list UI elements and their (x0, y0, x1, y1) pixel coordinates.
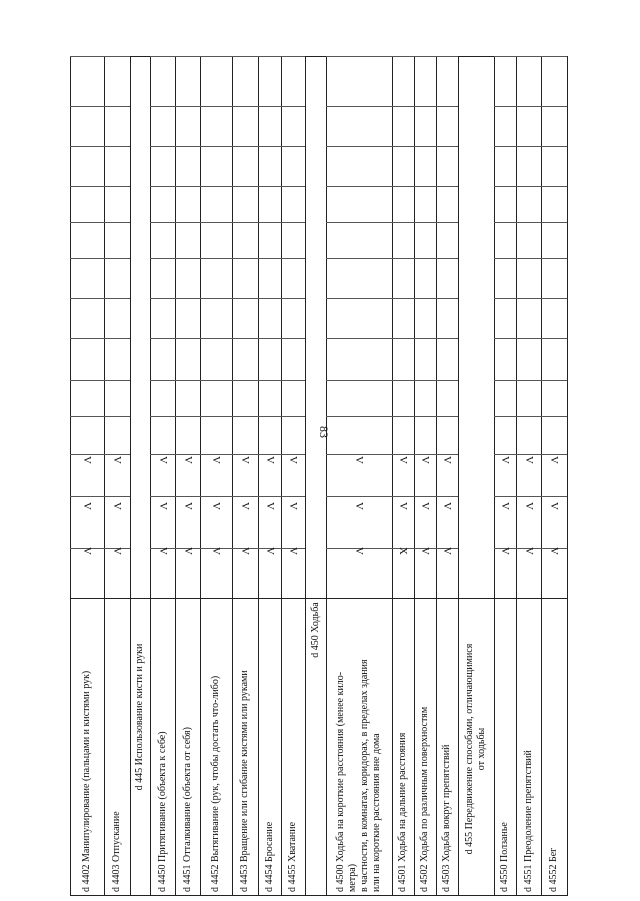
table-cell-border (541, 298, 567, 299)
table-row-label (326, 600, 392, 894)
table-cell-border (392, 380, 414, 381)
check-mark: V (441, 456, 453, 464)
table-cell-border (414, 496, 436, 497)
table-cell-border (258, 186, 281, 187)
table-cell-border (516, 146, 541, 147)
table-cell-border (516, 186, 541, 187)
table-cell-border (200, 338, 232, 339)
table-cell-border (494, 146, 516, 147)
table-cell-border (258, 56, 281, 57)
table-cell-border (150, 298, 175, 299)
table-cell-border (104, 496, 130, 497)
table-row-label (70, 600, 104, 894)
table-row-label (458, 600, 494, 894)
table-cell-border (200, 222, 232, 223)
table-cell-border (494, 380, 516, 381)
table-row-label (130, 600, 150, 894)
table-row-label-text: d 4552 Бег (548, 847, 559, 892)
table-cell-border (414, 56, 436, 57)
check-mark: V (548, 547, 560, 555)
check-mark: V (210, 502, 222, 510)
table-cell-border (175, 222, 200, 223)
check-mark: V (419, 456, 431, 464)
table-cell-border (541, 106, 567, 107)
check-mark: V (156, 456, 169, 464)
table-cell-border (175, 416, 200, 417)
table-cell-border (392, 222, 414, 223)
table-cell-border (175, 146, 200, 147)
table-cell-border (258, 380, 281, 381)
table-row-label (175, 600, 200, 894)
table-cell-border (104, 416, 130, 417)
table-cell-border (200, 56, 232, 57)
table-row-label-text: d 450 Ходьба (309, 602, 321, 658)
table-cell-border (232, 298, 258, 299)
table-cell-border (436, 56, 458, 57)
table-cell-border (516, 258, 541, 259)
page-number (312, 418, 336, 446)
table-row-label (200, 600, 232, 894)
table-cell-border (150, 146, 175, 147)
check-mark: V (239, 456, 251, 464)
table-row-label (516, 600, 541, 894)
check-mark: V (263, 547, 276, 555)
table-cell-border (541, 258, 567, 259)
check-mark: V (522, 547, 535, 555)
table-cell-border (414, 258, 436, 259)
table-cell-border (281, 416, 305, 417)
table-cell-border (232, 146, 258, 147)
check-mark: V (353, 547, 365, 555)
table-row-label-text: d 4550 Ползанье (499, 822, 510, 892)
table-cell-border (392, 338, 414, 339)
table-cell-border (541, 380, 567, 381)
table-row-label-text: d 4503 Ходьба вокруг препятствий (441, 744, 452, 892)
table-cell-border (436, 146, 458, 147)
table-cell-border (541, 56, 567, 57)
table-cell-border (232, 56, 258, 57)
table-cell-border (258, 258, 281, 259)
table-row-label (150, 600, 175, 894)
table-cell-border (70, 298, 104, 299)
check-mark: V (353, 456, 365, 464)
check-mark: V (522, 456, 535, 464)
table-cell-border (516, 298, 541, 299)
table-cell-border (258, 146, 281, 147)
check-mark: V (263, 502, 276, 510)
check-mark: V (353, 502, 365, 510)
table-cell-border (150, 56, 175, 57)
check-mark: V (156, 502, 169, 510)
table-cell-border (200, 298, 232, 299)
table-cell-border (258, 106, 281, 107)
table-row-label-text: d 4450 Притягивание (объекта к себе) (156, 731, 168, 892)
check-mark: V (156, 547, 169, 555)
table-cell-border (70, 338, 104, 339)
check-mark: V (548, 502, 560, 510)
table-row-label-text: d 4452 Вытягивание (рук, чтобы достать что-либо) (210, 675, 221, 892)
table-cell-border (516, 380, 541, 381)
check-mark: V (499, 502, 511, 510)
table-cell-border (232, 338, 258, 339)
table-outer-border (70, 895, 567, 896)
table-cell-border (541, 186, 567, 187)
check-mark: V (397, 456, 409, 464)
table-row-label-text: d 4500 Ходьба на короткие расстояния (менее кило- метра) в частности, в комнатах, коридорах, в пределах здания или на короткие расстояния вне дома (335, 659, 382, 892)
table-cell-border (281, 380, 305, 381)
table-cell-border (436, 496, 458, 497)
table-cell-border (175, 258, 200, 259)
table-cell-border (281, 338, 305, 339)
table-cell-border (175, 298, 200, 299)
table-cell-border (392, 416, 414, 417)
table-cell-border (232, 106, 258, 107)
check-mark: X (397, 547, 409, 555)
check-mark: V (419, 502, 431, 510)
table-cell-border (175, 56, 200, 57)
table-cell-border (258, 338, 281, 339)
table-cell-border (494, 496, 516, 497)
table-cell-border (150, 496, 175, 497)
table-cell-border (414, 222, 436, 223)
table-cell-border (70, 496, 104, 497)
table-outer-border (70, 56, 567, 57)
table-cell-border (70, 380, 104, 381)
table-cell-border (414, 416, 436, 417)
table-cell-border (494, 298, 516, 299)
check-mark: V (81, 502, 93, 510)
table-row-label (392, 600, 414, 894)
table-cell-border (494, 56, 516, 57)
table-row-label (104, 600, 130, 894)
table-cell-border (200, 106, 232, 107)
table-row-label (494, 600, 516, 894)
check-mark: V (81, 547, 93, 555)
table-cell-border (541, 496, 567, 497)
table-row-label (305, 600, 326, 894)
table-cell-border (516, 56, 541, 57)
check-mark: V (499, 547, 511, 555)
table-cell-border (70, 106, 104, 107)
table-cell-border (175, 380, 200, 381)
check-mark: V (263, 456, 276, 464)
table-cell-border (232, 496, 258, 497)
table-cell-border (175, 338, 200, 339)
table-cell-border (258, 222, 281, 223)
table-cell-border (281, 186, 305, 187)
check-mark: V (181, 502, 194, 510)
table-cell-border (200, 146, 232, 147)
table-cell-border (414, 380, 436, 381)
check-mark: V (181, 456, 194, 464)
table-cell-border (104, 380, 130, 381)
check-mark: V (287, 502, 299, 510)
table-cell-border (326, 146, 392, 147)
table-cell-border (494, 186, 516, 187)
table-cell-border (414, 146, 436, 147)
table-cell-border (70, 258, 104, 259)
check-mark: V (397, 502, 409, 510)
table-column-border (567, 56, 568, 896)
table-cell-border (150, 222, 175, 223)
table-cell-border (414, 298, 436, 299)
table-cell-border (436, 338, 458, 339)
table-cell-border (281, 106, 305, 107)
check-mark: V (210, 547, 222, 555)
table-cell-border (258, 496, 281, 497)
table-cell-border (281, 146, 305, 147)
table-cell-border (70, 186, 104, 187)
table-row-label (414, 600, 436, 894)
table-cell-border (104, 186, 130, 187)
table-cell-border (281, 496, 305, 497)
table-row-label-text: d 4453 Вращение или сгибание кистями или руками (239, 670, 250, 892)
table-cell-border (541, 146, 567, 147)
table-row-label-text: d 4455 Хватание (287, 821, 298, 892)
table-cell-border (541, 338, 567, 339)
table-row-label-text: d 4454 Бросание (263, 821, 275, 892)
label-separator (70, 598, 567, 599)
page-number-text: 83 (317, 426, 331, 438)
table-cell-border (392, 298, 414, 299)
table-row-label-text: d 4403 Отпускание (111, 811, 122, 892)
table-row-label-text: d 455 Передвижение способами, отличающимися от ходьбы (464, 643, 487, 855)
table-cell-border (150, 186, 175, 187)
table-cell-border (281, 222, 305, 223)
table-cell-border (326, 496, 392, 497)
table-cell-border (200, 416, 232, 417)
table-cell-border (258, 416, 281, 417)
table-cell-border (70, 56, 104, 57)
table-cell-border (104, 258, 130, 259)
table-cell-border (232, 186, 258, 187)
table-cell-border (326, 56, 392, 57)
table-cell-border (516, 496, 541, 497)
table-cell-border (326, 186, 392, 187)
table-cell-border (494, 106, 516, 107)
table-cell-border (392, 56, 414, 57)
table-cell-border (436, 380, 458, 381)
table-cell-border (200, 186, 232, 187)
table-cell-border (436, 298, 458, 299)
check-mark: V (239, 502, 251, 510)
table-row-label-text: d 4501 Ходьба на дальние расстояния (397, 732, 408, 892)
table-cell-border (200, 380, 232, 381)
table-cell-border (494, 338, 516, 339)
table-cell-border (392, 186, 414, 187)
table-cell-border (326, 106, 392, 107)
check-mark: V (548, 456, 560, 464)
table-cell-border (70, 416, 104, 417)
table-cell-border (104, 338, 130, 339)
check-mark: V (287, 456, 299, 464)
check-mark: V (441, 502, 453, 510)
table-cell-border (436, 258, 458, 259)
check-mark: V (81, 456, 93, 464)
table-cell-border (175, 186, 200, 187)
table-cell-border (516, 106, 541, 107)
table-cell-border (104, 56, 130, 57)
table-row-label-text: d 445 Использование кисти и руки (134, 643, 145, 791)
check-mark: V (419, 547, 431, 555)
table-cell-border (104, 146, 130, 147)
table-cell-border (232, 416, 258, 417)
table-cell-border (494, 258, 516, 259)
table-cell-border (70, 146, 104, 147)
table-cell-border (150, 416, 175, 417)
table-cell-border (516, 416, 541, 417)
table-cell-border (494, 222, 516, 223)
table-cell-border (232, 258, 258, 259)
table-row-label (436, 600, 458, 894)
table-cell-border (150, 258, 175, 259)
table-cell-border (70, 222, 104, 223)
table-row-label-text: d 4402 Манипулирование (пальцами и кистями рук) (81, 670, 92, 892)
table-cell-border (414, 186, 436, 187)
table-cell-border (150, 338, 175, 339)
table-cell-border (516, 338, 541, 339)
check-mark: V (499, 456, 511, 464)
table-row-label (541, 600, 567, 894)
table-cell-border (436, 416, 458, 417)
table-cell-border (281, 56, 305, 57)
check-mark: V (111, 547, 123, 555)
table-cell-border (326, 258, 392, 259)
check-mark: V (287, 547, 299, 555)
table-cell-border (281, 258, 305, 259)
table-cell-border (326, 298, 392, 299)
table-cell-border (104, 222, 130, 223)
check-mark: V (522, 502, 535, 510)
table-cell-border (436, 186, 458, 187)
check-mark: V (210, 456, 222, 464)
check-mark: V (111, 502, 123, 510)
check-mark: V (111, 456, 123, 464)
table-row-label-text: d 4502 Ходьба по различным поверхностям (419, 706, 430, 892)
table-cell-border (232, 380, 258, 381)
check-mark: V (181, 547, 194, 555)
table-cell-border (392, 106, 414, 107)
table-cell-border (175, 496, 200, 497)
check-mark: V (239, 547, 251, 555)
table-cell-border (436, 222, 458, 223)
table-cell-border (414, 338, 436, 339)
table-row-label (281, 600, 305, 894)
table-cell-border (494, 416, 516, 417)
table-row-label-text: d 4451 Отталкивание (объекта от себя) (181, 727, 193, 892)
table-cell-border (392, 258, 414, 259)
table-cell-border (541, 416, 567, 417)
table-cell-border (326, 222, 392, 223)
table-cell-border (150, 380, 175, 381)
table-cell-border (392, 496, 414, 497)
table-row-label-text: d 4551 Преодоление препятствий (522, 750, 534, 892)
table-row-label (258, 600, 281, 894)
check-mark: V (441, 547, 453, 555)
table-row-label (232, 600, 258, 894)
table-cell-border (200, 496, 232, 497)
table-cell-border (436, 106, 458, 107)
table-cell-border (414, 106, 436, 107)
table-cell-border (104, 298, 130, 299)
table-cell-border (516, 222, 541, 223)
table-cell-border (258, 298, 281, 299)
table-cell-border (326, 338, 392, 339)
table-cell-border (232, 222, 258, 223)
table-cell-border (392, 146, 414, 147)
table-cell-border (150, 106, 175, 107)
table-cell-border (326, 380, 392, 381)
table-cell-border (281, 298, 305, 299)
table-cell-border (104, 106, 130, 107)
table-cell-border (326, 416, 392, 417)
table-cell-border (175, 106, 200, 107)
table-cell-border (200, 258, 232, 259)
table-cell-border (541, 222, 567, 223)
